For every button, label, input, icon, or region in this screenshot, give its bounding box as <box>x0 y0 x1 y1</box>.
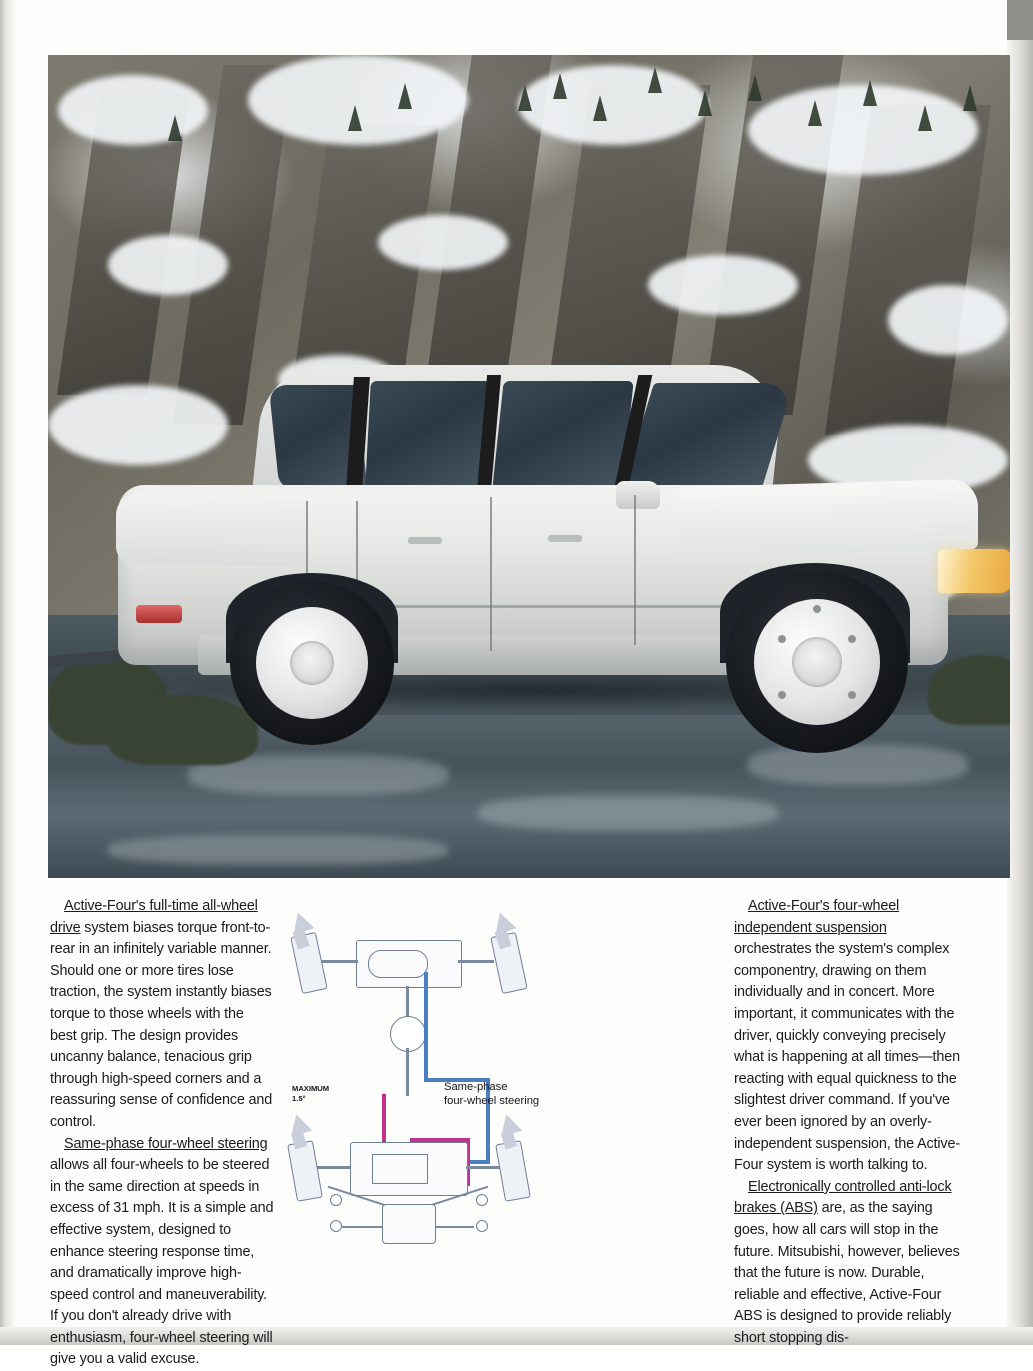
evergreen-tree <box>918 105 932 131</box>
paragraph-body-abs: are, as the saying goes, how all cars will stop in the future. Mitsubishi, however, believes that the future is now. Durable, reliable and effective, Active-Four ABS is designed to provide reliably short stopping dis- <box>734 1200 960 1346</box>
scan-edge-right <box>1007 0 1033 1345</box>
diagram-pivot <box>330 1220 342 1232</box>
evergreen-tree <box>698 90 712 116</box>
paragraph-suspension <box>734 896 966 1177</box>
paragraph-abs <box>734 1177 966 1350</box>
four-wheel-steering-diagram <box>286 898 706 1290</box>
evergreen-tree <box>553 73 567 99</box>
door-handle <box>408 537 442 544</box>
diagram-caption: Same-phase four-wheel steering <box>444 1081 540 1107</box>
diagram-pivot <box>330 1194 342 1206</box>
evergreen-tree <box>963 85 977 111</box>
wheel-lug <box>848 691 856 699</box>
diagram-pivot <box>476 1194 488 1206</box>
evergreen-tree <box>593 95 607 121</box>
snow-patch <box>58 75 208 145</box>
wheel-lug <box>778 691 786 699</box>
paragraph-body-suspension: orchestrates the system's complex componentry, drawing on them individually and in concert. More important, it communicates with the driver, quickly conveying precisely what is happening at all times—then reacting with equal quickness to the slightest driver command. If you've ever been ignored by an overly-independent suspension, the Active-Four system is worth talking to. <box>734 941 960 1174</box>
diagram-tie-rod-left-rear <box>316 1166 350 1169</box>
wheel-lug <box>778 635 786 643</box>
side-mirror <box>616 481 660 509</box>
snow-patch <box>108 235 228 295</box>
diagram-tie-rod-right-rear <box>466 1166 500 1169</box>
sedan-vehicle <box>78 305 998 775</box>
snow-patch <box>248 55 468 145</box>
diagram-steering-shaft <box>406 986 409 1020</box>
paragraph-all-wheel-drive <box>50 896 274 1134</box>
front-hubcap <box>792 637 842 687</box>
headlight <box>938 549 1010 593</box>
diagram-wheel-rear-left <box>287 1140 323 1202</box>
evergreen-tree <box>863 80 877 106</box>
diagram-shaft-lower <box>406 1048 409 1096</box>
scan-edge-left <box>0 0 14 1345</box>
snow-patch <box>518 65 708 145</box>
vehicle-photo <box>48 55 1010 878</box>
maximum-angle-label: MAXIMUM 1.5° <box>292 1084 330 1103</box>
diagram-rear-differential <box>382 1204 436 1244</box>
vehicle-hood <box>678 479 978 557</box>
taillight <box>136 605 182 623</box>
lead-underline-4ws: Same-phase four-wheel steering <box>64 1135 268 1152</box>
diagram-tie-rod-left-front <box>322 960 358 963</box>
paragraph-body-awd: system biases torque front-to-rear in an infinitely variable manner. Should one or more tires lose traction, the system instantly biases torque to those wheels with the best grip. The design provides uncanny balance, tenacious grip through high-speed corners and a reassuring sense of confidence and control. <box>50 919 273 1130</box>
pavement-reflection <box>108 835 448 865</box>
evergreen-tree <box>348 105 362 131</box>
wheel-lug <box>848 635 856 643</box>
diagram-wheel-rear-right <box>495 1140 531 1202</box>
evergreen-tree <box>168 115 182 141</box>
evergreen-tree <box>748 75 762 101</box>
vehicle-trunk <box>116 493 306 567</box>
pavement-reflection <box>478 795 778 831</box>
door-seam <box>490 497 492 651</box>
lead-underline-abs: Electronically controlled anti-lock brakes (ABS) <box>734 1178 952 1217</box>
door-seam <box>634 495 636 645</box>
paragraph-body-4ws: allows all four-wheels to be steered in the same direction at speeds in excess of 31 mph. It is a simple and effective system, designed to enhance steering response time, and dramatically improve high-speed control and maneuverability. If you don't already drive with enthusiasm, four-wheel steering will give you a valid excuse. <box>50 1157 274 1368</box>
scan-corner-top-right <box>1007 0 1033 40</box>
diagram-hydraulic-line-blue-vertical <box>424 972 428 1082</box>
evergreen-tree <box>808 100 822 126</box>
evergreen-tree <box>398 83 412 109</box>
diagram-actuator-front <box>368 950 428 978</box>
front-door-glass <box>492 381 633 489</box>
paragraph-four-wheel-steering <box>50 1134 274 1371</box>
door-handle <box>548 535 582 542</box>
lead-underline-awd: Active-Four's full-time all-wheel drive <box>50 898 258 936</box>
left-text-column <box>50 896 274 1371</box>
evergreen-tree <box>518 85 532 111</box>
diagram-pivot <box>476 1220 488 1232</box>
rear-hubcap <box>290 641 334 685</box>
diagram-actuator-rear <box>372 1154 428 1184</box>
lead-underline-suspension: Active-Four's four-wheel independent suspension <box>734 898 900 936</box>
diagram-tie-rod-right-front <box>458 960 494 963</box>
wheel-lug <box>813 605 821 613</box>
rear-door-glass <box>365 381 491 489</box>
evergreen-tree <box>648 67 662 93</box>
diagram-steering-gearbox <box>390 1016 426 1052</box>
right-text-column <box>734 896 966 1349</box>
snow-patch <box>378 215 508 270</box>
